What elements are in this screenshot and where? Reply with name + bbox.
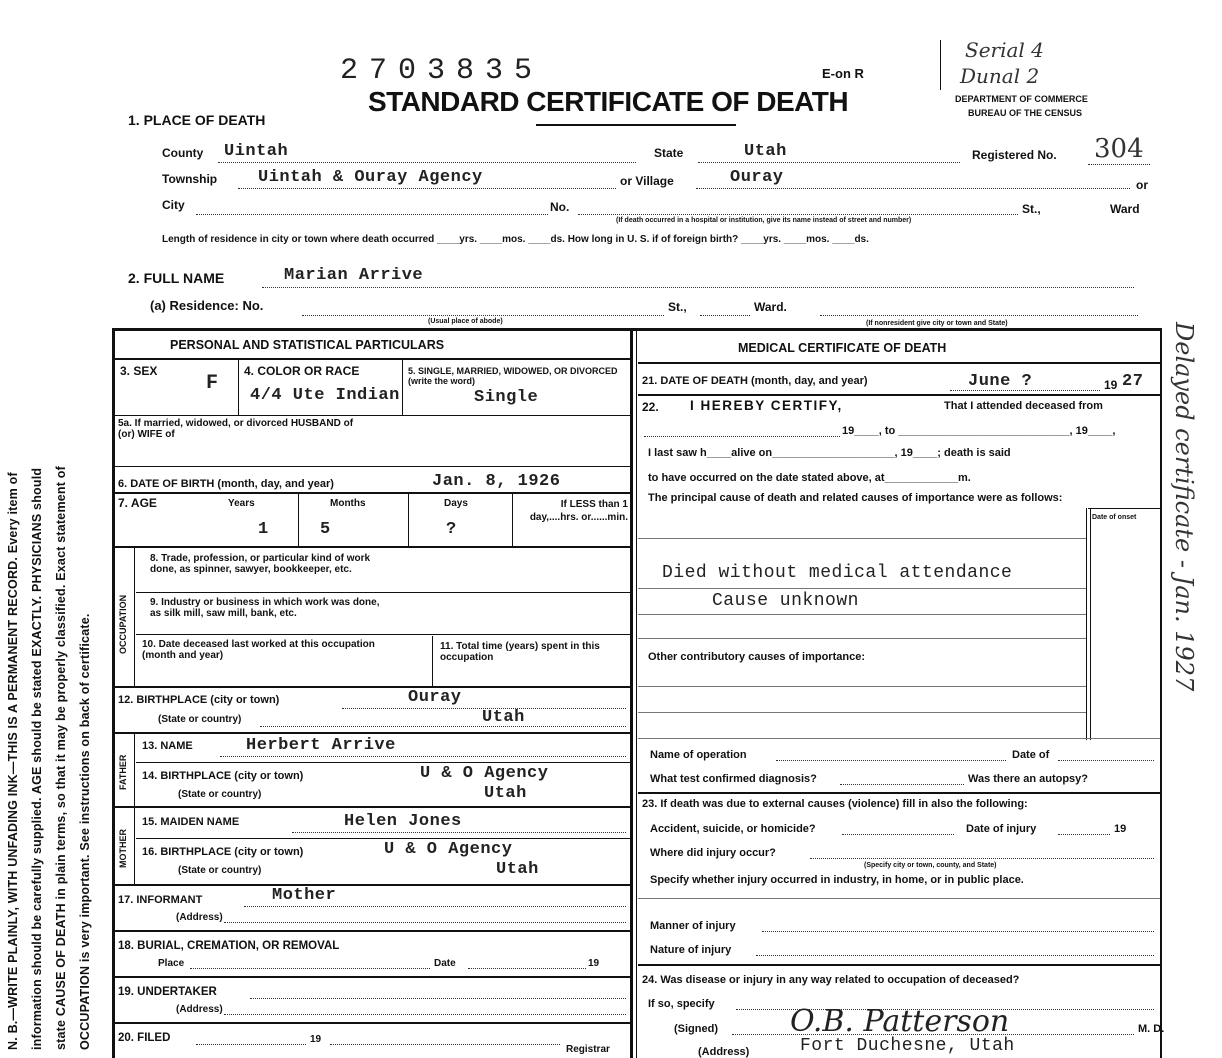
specify-rule <box>638 898 1160 899</box>
row-rule-occupation <box>114 686 630 688</box>
row-rule-5a <box>114 466 630 467</box>
county-label: County <box>162 146 204 160</box>
row-rule-17 <box>114 930 630 932</box>
burial-date-line <box>468 968 586 969</box>
operation-label: Name of operation <box>650 749 747 761</box>
cause-rule-5 <box>638 686 1086 687</box>
certificate-title: STANDARD CERTIFICATE OF DEATH <box>368 86 849 117</box>
operation-date-line <box>1058 760 1154 761</box>
city-label: City <box>162 198 185 212</box>
state-line <box>698 162 960 163</box>
village-label: or Village <box>620 174 674 188</box>
village-value: Ouray <box>730 168 784 187</box>
last-saw-line: I last saw h____alive on____________________, 19____; death is said <box>648 447 1011 459</box>
nature-label: Nature of injury <box>650 944 732 956</box>
registered-no-label: Registered No. <box>972 148 1057 162</box>
md-label: M. D. <box>1138 1023 1165 1035</box>
contributory-label: Other contributory causes of importance: <box>648 651 865 663</box>
informant-address-label: (Address) <box>176 912 223 923</box>
cause-rule-3 <box>638 614 1086 615</box>
township-line <box>238 188 616 189</box>
test-label: What test confirmed diagnosis? <box>650 773 817 785</box>
row-rule-3 <box>114 415 630 416</box>
row-rule-18 <box>114 976 630 978</box>
corner-note-dunal: Dunal 2 <box>960 64 1040 88</box>
row-rule-8 <box>136 592 630 593</box>
age-div-3 <box>512 494 513 546</box>
injury-rule <box>638 964 1160 966</box>
filed-line <box>196 1044 306 1045</box>
age-div-2 <box>408 494 409 546</box>
father-side-divider <box>134 734 135 806</box>
age-div-1 <box>298 494 299 546</box>
color-marital-divider <box>402 360 403 416</box>
undertaker-address-label: (Address) <box>176 1004 223 1015</box>
mother-birthplace-label: 16. BIRTHPLACE (city or town) <box>142 846 304 858</box>
where-note: (Specify city or town, county, and State) <box>864 862 997 869</box>
residence-st-label: St., <box>668 300 687 314</box>
sidebar-line-1: N. B.—WRITE PLAINLY, WITH UNFADING INK—THIS IS A PERMANENT RECORD. Every item of <box>6 472 20 1050</box>
burial-year-label: 19 <box>588 958 600 969</box>
birthplace-label: 12. BIRTHPLACE (city or town) <box>118 694 280 706</box>
onset-col-divider <box>1086 508 1087 740</box>
cause-rule-6 <box>638 712 1086 713</box>
father-birthplace-city: U & O Agency <box>420 764 549 783</box>
undertaker-line <box>250 998 626 999</box>
table-center-divider <box>630 330 633 1058</box>
county-value: Uintah <box>224 142 289 161</box>
ward-label: Ward <box>1110 202 1140 216</box>
injury-date-label: Date of injury <box>966 823 1037 835</box>
no-label: No. <box>550 200 570 214</box>
table-center-divider-2 <box>636 330 637 1058</box>
test-line <box>840 784 964 785</box>
marital-label: 5. SINGLE, MARRIED, WIDOWED, OR DIVORCED (write the word) <box>408 366 618 386</box>
sex-color-divider <box>238 360 239 416</box>
instructions-sidebar <box>0 0 110 1058</box>
table-right-border <box>1160 330 1162 1058</box>
accident-label: Accident, suicide, or homicide? <box>650 823 816 835</box>
age-years-value: 1 <box>258 520 269 539</box>
personal-heading-rule <box>114 358 630 360</box>
undertaker-address-line <box>224 1014 626 1015</box>
occurred-line: to have occurred on the date stated above, at____________m. <box>648 472 971 484</box>
registered-no-line <box>1088 164 1150 165</box>
father-name-label: 13. NAME <box>142 740 193 752</box>
external-label: 23. If death was due to external causes (violence) fill in also the following: <box>642 798 1028 810</box>
accident-line <box>842 834 954 835</box>
mother-name-value: Helen Jones <box>344 812 462 831</box>
onset-top <box>1088 508 1160 509</box>
attended-from-line: 19____, to ____________________________, 19____, <box>842 425 1116 437</box>
mother-side-label: MOTHER <box>118 829 128 868</box>
burial-place-label: Place <box>158 958 185 969</box>
mother-side-divider <box>134 808 135 884</box>
filed-label: 20. FILED <box>118 1032 171 1044</box>
if-so-label: If so, specify <box>648 998 715 1010</box>
place-of-death-heading: 1. PLACE OF DEATH <box>128 112 266 128</box>
dob-value: Jan. 8, 1926 <box>432 472 561 491</box>
full-name-value: Marian Arrive <box>284 266 424 285</box>
dob-label: 6. DATE OF BIRTH (month, day, and year) <box>118 478 334 490</box>
where-line <box>810 858 1154 859</box>
mother-name-line <box>292 832 626 833</box>
residence-length: Length of residence in city or town where death occurred ____yrs. ____mos. ____ds. How long in U. S. if of foreign birth? ____yrs. ____mos. ____ds. <box>162 234 869 245</box>
operation-line <box>776 760 1006 761</box>
or-label: or <box>1136 178 1148 192</box>
mother-birthplace-city: U & O Agency <box>384 840 513 859</box>
informant-label: 17. INFORMANT <box>118 894 203 906</box>
signed-label: (Signed) <box>674 1023 718 1035</box>
industry-label: 9. Industry or business in which work was done, as silk mill, saw mill, bank, etc. <box>150 597 380 619</box>
where-label: Where did injury occur? <box>650 847 776 859</box>
birthplace-city-value: Ouray <box>408 688 462 707</box>
color-label: 4. COLOR OR RACE <box>244 364 360 378</box>
agency-box-left <box>940 40 941 90</box>
city-line <box>196 214 548 215</box>
sex-value: F <box>206 372 219 395</box>
spouse-label: 5a. If married, widowed, or divorced HUSBAND of (or) WIFE of <box>118 418 354 440</box>
sex-label: 3. SEX <box>120 364 158 378</box>
father-birthplace-label: 14. BIRTHPLACE (city or town) <box>142 770 304 782</box>
personal-heading: PERSONAL AND STATISTICAL PARTICULARS <box>170 338 445 352</box>
trade-label: 8. Trade, profession, or particular kind of work done, as spinner, sawyer, bookkeeper, etc. <box>150 553 371 575</box>
row-rule-6 <box>114 492 630 494</box>
dod-year: 27 <box>1122 372 1144 391</box>
months-label: Months <box>330 498 366 509</box>
manner-label: Manner of injury <box>650 920 736 932</box>
row-rule-15 <box>136 838 630 839</box>
occupation-related-label: 24. Was disease or injury in any way related to occupation of deceased? <box>642 974 1020 986</box>
mother-birthplace-state: Utah <box>496 860 539 879</box>
age-months-value: 5 <box>320 520 331 539</box>
age-label: 7. AGE <box>118 496 157 510</box>
residence-st-line <box>700 315 750 316</box>
cause-rule-4 <box>638 638 1086 639</box>
burial-date-label: Date <box>434 958 456 969</box>
registered-no-value: 304 <box>1094 134 1144 164</box>
dod-value: June ? <box>968 372 1033 391</box>
form-code: E-on R <box>822 66 864 81</box>
burial-label: 18. BURIAL, CREMATION, OR REMOVAL <box>118 940 340 952</box>
sidebar-line-2: information should be carefully supplied. AGE should be stated EXACTLY. PHYSICIANS should <box>30 467 44 1050</box>
attended-from-dots <box>644 436 840 437</box>
informant-address-line <box>224 922 626 923</box>
father-name-value: Herbert Arrive <box>246 736 396 755</box>
st-label: St., <box>1022 202 1041 216</box>
informant-line <box>244 906 626 907</box>
informant-value: Mother <box>272 886 337 905</box>
cause-rule-7 <box>638 738 1160 739</box>
sidebar-line-3: state CAUSE OF DEATH in plain terms, so that it may be properly classified. Exact statement of <box>54 466 68 1050</box>
birthplace-state-label: (State or country) <box>158 714 242 725</box>
father-birthplace-state: Utah <box>484 784 527 803</box>
row-rule-13 <box>136 762 630 763</box>
mother-name-label: 15. MAIDEN NAME <box>142 816 240 828</box>
manner-line <box>762 931 1154 932</box>
table-left-border <box>112 328 115 1058</box>
birthplace-state-line <box>260 726 626 727</box>
occupation-side-divider <box>134 548 135 686</box>
years-label: Years <box>228 498 255 509</box>
serial-number: 2703835 <box>340 54 544 88</box>
hospital-note: (If death occurred in a hospital or institution, give its name instead of street and number) <box>616 217 912 224</box>
nonresident-note: (If nonresident give city or town and State) <box>866 320 1008 327</box>
physician-signature: O.B. Patterson <box>790 1004 1010 1039</box>
undertaker-label: 19. UNDERTAKER <box>118 986 217 998</box>
medical-heading: MEDICAL CERTIFICATE OF DEATH <box>738 341 947 355</box>
autopsy-label: Was there an autopsy? <box>968 773 1089 785</box>
township-value: Uintah & Ouray Agency <box>258 168 483 187</box>
operation-date-label: Date of <box>1012 749 1050 761</box>
marital-value: Single <box>474 388 539 407</box>
agency-bureau: BUREAU OF THE CENSUS <box>968 108 1083 118</box>
row-rule-9 <box>136 634 630 635</box>
mother-state-label: (State or country) <box>178 865 262 876</box>
physician-address-value: Fort Duchesne, Utah <box>800 1036 1015 1056</box>
medical-heading-rule <box>638 362 1160 364</box>
physician-address-label: (Address) <box>698 1046 750 1058</box>
injury-date-line <box>1058 834 1110 835</box>
specify-label: Specify whether injury occurred in industry, in home, or in public place. <box>650 874 1024 886</box>
injury-year-label: 19 <box>1114 823 1127 835</box>
cause-secondary: Cause unknown <box>712 591 859 611</box>
last-worked-label: 10. Date deceased last worked at this occupation (month and year) <box>142 639 375 661</box>
less-than-label: If LESS than 1 day,....hrs. or......min. <box>529 499 628 523</box>
usual-abode-note: (Usual place of abode) <box>428 318 503 325</box>
residence-ward-label: Ward. <box>754 300 787 314</box>
registrar-label: Registrar <box>566 1044 610 1055</box>
burial-place-line <box>190 968 430 969</box>
village-line <box>696 188 1130 189</box>
state-value: Utah <box>744 142 787 161</box>
occupation-side-label: OCCUPATION <box>118 594 128 654</box>
father-name-line <box>220 756 626 757</box>
residence-ward-line <box>820 315 1138 316</box>
age-days-value: ? <box>446 520 457 539</box>
filed-registrar-line <box>330 1044 560 1045</box>
certify-rest: That I attended deceased from <box>944 400 1103 412</box>
days-label: Days <box>444 498 468 509</box>
certify-text: I HEREBY CERTIFY, <box>690 398 843 413</box>
cause-rule-2 <box>638 588 1086 589</box>
full-name-line <box>262 287 1134 288</box>
dod-rule <box>638 394 1160 396</box>
cause-primary: Died without medical attendance <box>662 563 1013 583</box>
residence-label: (a) Residence: No. <box>150 298 264 313</box>
table-top-border <box>112 328 1162 331</box>
cause-label: The principal cause of death and related causes of importance were as follows: <box>648 492 1063 504</box>
father-side-label: FATHER <box>118 754 128 790</box>
residence-line <box>302 315 664 316</box>
father-state-label: (State or country) <box>178 789 262 800</box>
state-label: State <box>654 146 684 160</box>
color-value: 4/4 Ute Indian <box>250 386 400 405</box>
title-underline <box>536 124 736 126</box>
date-of-onset-label: Date of onset <box>1092 514 1137 521</box>
right-margin-note: Delayed certificate - Jan. 1927 <box>1170 322 1198 692</box>
onset-col-divider-2 <box>1090 508 1091 740</box>
nature-line <box>756 955 1154 956</box>
birthplace-state-value: Utah <box>482 708 525 727</box>
occ-10-11-divider <box>432 636 433 686</box>
total-time-label: 11. Total time (years) spent in this occupation <box>440 641 600 663</box>
full-name-label: 2. FULL NAME <box>128 270 225 286</box>
row-rule-19 <box>114 1022 630 1024</box>
dod-year-prefix: 19 <box>1104 378 1118 392</box>
no-line <box>578 214 1018 215</box>
operation-rule <box>638 792 1160 794</box>
cause-rule-1 <box>638 538 1086 539</box>
sidebar-line-4: OCCUPATION is very important. See instructions on back of certificate. <box>78 613 92 1050</box>
certify-number: 22. <box>642 400 659 414</box>
dod-label: 21. DATE OF DEATH (month, day, and year) <box>642 375 868 387</box>
row-rule-7 <box>114 546 630 548</box>
filed-year-label: 19 <box>310 1034 322 1045</box>
agency-dept: DEPARTMENT OF COMMERCE <box>955 94 1088 104</box>
county-line <box>218 162 636 163</box>
row-rule-mother <box>114 884 630 886</box>
township-label: Township <box>162 172 218 186</box>
row-rule-father <box>114 806 630 808</box>
row-rule-12 <box>114 732 630 734</box>
corner-note-serial: Serial 4 <box>965 38 1044 62</box>
